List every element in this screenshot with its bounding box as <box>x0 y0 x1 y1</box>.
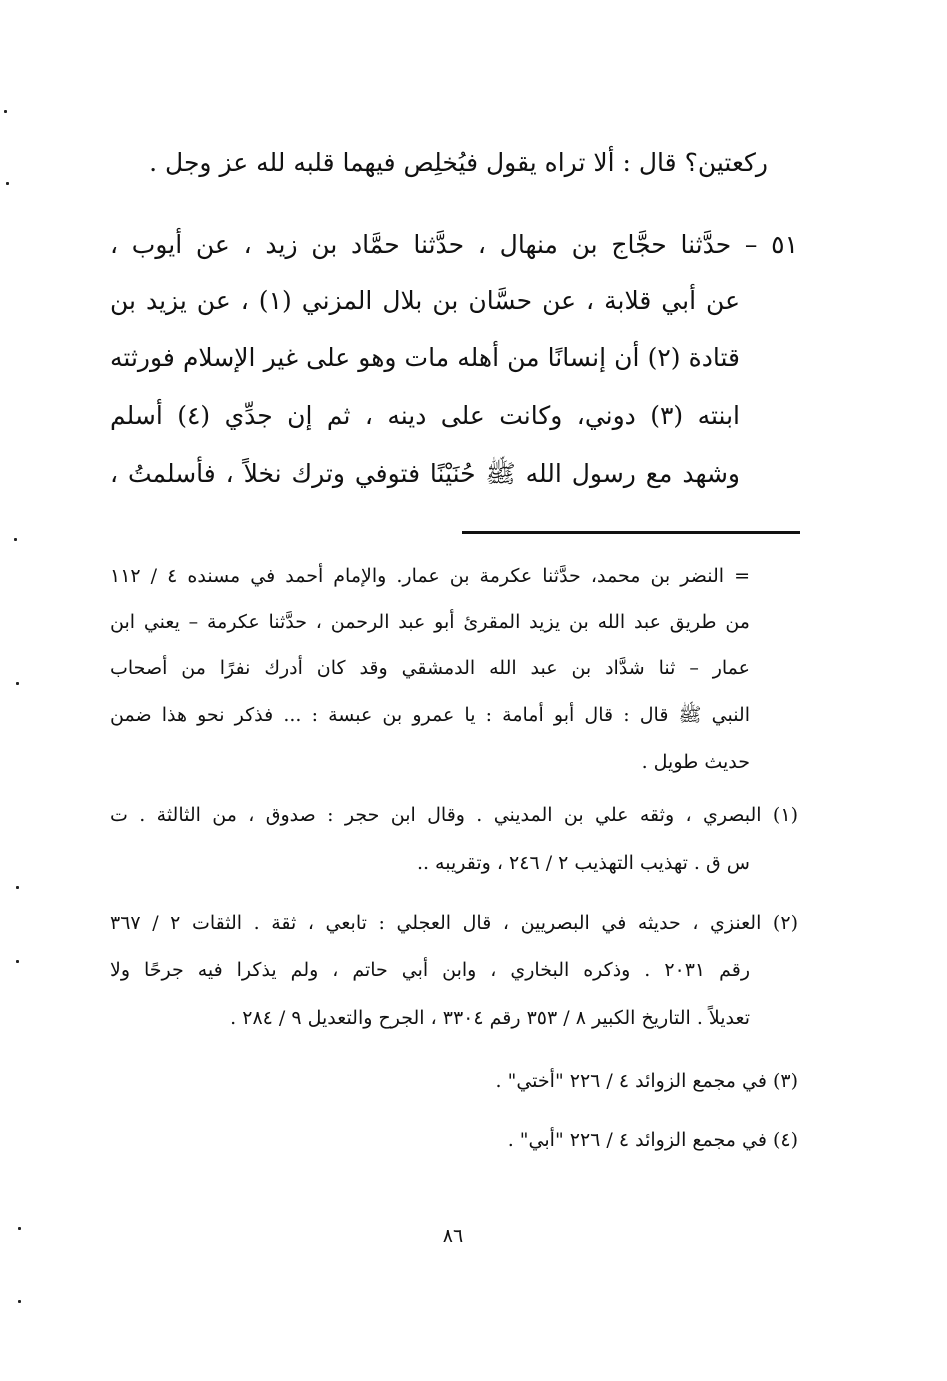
scan-speck <box>4 110 7 113</box>
footnote-line: = النضر بن محمد، حدَّثنا عكرمة بن عمار. والإمام أحمد في مسنده ٤ / ١١٢ <box>110 565 750 587</box>
footnote-line: (٢) العنزي ، حديثه في البصريين ، قال العجلي : تابعي ، ثقة . الثقات ٢ / ٣٦٧ <box>110 912 798 934</box>
footnote-4: (٤) في مجمع الزوائد ٤ / ٢٢٦ "أبي" . <box>507 1129 798 1151</box>
footnote-line: من طريق عبد الله بن يزيد المقرئ أبو عبد الرحمن ، حدَّثنا عكرمة – يعني ابن <box>110 611 750 633</box>
footnote-line: (١) البصري ، وثقه علي بن المديني . وقال ابن حجر : صدوق ، من الثالثة . ت <box>110 804 798 826</box>
main-text-line-0: ركعتين؟ قال : ألا تراه يقول فيُخلِص فيهما قلبه لله عز وجل . <box>149 148 768 177</box>
scan-speck <box>18 1227 21 1230</box>
footnote-3: (٣) في مجمع الزوائد ٤ / ٢٢٦ "أختي" . <box>495 1070 798 1092</box>
footnote-line: النبي ﷺ قال : قال أبو أمامة : يا عمرو بن عبسة : ... فذكر نحو هذا ضمن <box>110 704 750 726</box>
footnote-line: تعديلاً . التاريخ الكبير ٨ / ٣٥٣ رقم ٣٣٠٤ ، الجرح والتعديل ٩ / ٢٨٤ . <box>230 1007 750 1029</box>
scan-speck <box>14 538 17 541</box>
footnote-separator <box>462 531 800 534</box>
scan-speck <box>18 1300 21 1303</box>
hadith-51-line: ابنته (٣) دوني، وكانت على دينه ، ثم إن جدِّي (٤) أسلم <box>110 401 740 430</box>
hadith-51-line: وشهد مع رسول الله ﷺ حُنَيْنًا فتوفي وترك نخلاً ، فأسلمتُ ، <box>110 459 741 488</box>
scan-speck <box>16 960 19 963</box>
hadith-51-line: ٥١ – حدَّثنا حجَّاج بن منهال ، حدَّثنا حمَّاد بن زيد ، عن أيوب ، <box>110 230 798 259</box>
scan-speck <box>6 182 9 185</box>
footnote-line: حديث طويل . <box>641 751 750 773</box>
footnote-line: رقم ٢٠٣١ . وذكره البخاري ، وابن أبي حاتم ، ولم يذكرا فيه جرحًا ولا <box>110 959 751 981</box>
hadith-51-line: قتادة (٢) أن إنسانًا من أهله مات وهو على غير الإسلام فورثته <box>110 343 741 372</box>
footnote-line: عمار – ثنا شدَّاد بن عبد الله الدمشقي وقد كان أدرك نفرًا من أصحاب <box>110 657 750 679</box>
scan-speck <box>16 682 19 685</box>
hadith-51-line: عن أبي قلابة ، عن حسَّان بن بلال المزني (١) ، عن يزيد بن <box>110 286 740 315</box>
scan-speck <box>16 886 19 889</box>
footnote-line: س ق . تهذيب التهذيب ٢ / ٢٤٦ ، وتقريبه .. <box>416 852 750 874</box>
page-number: ٨٦ <box>442 1225 464 1247</box>
